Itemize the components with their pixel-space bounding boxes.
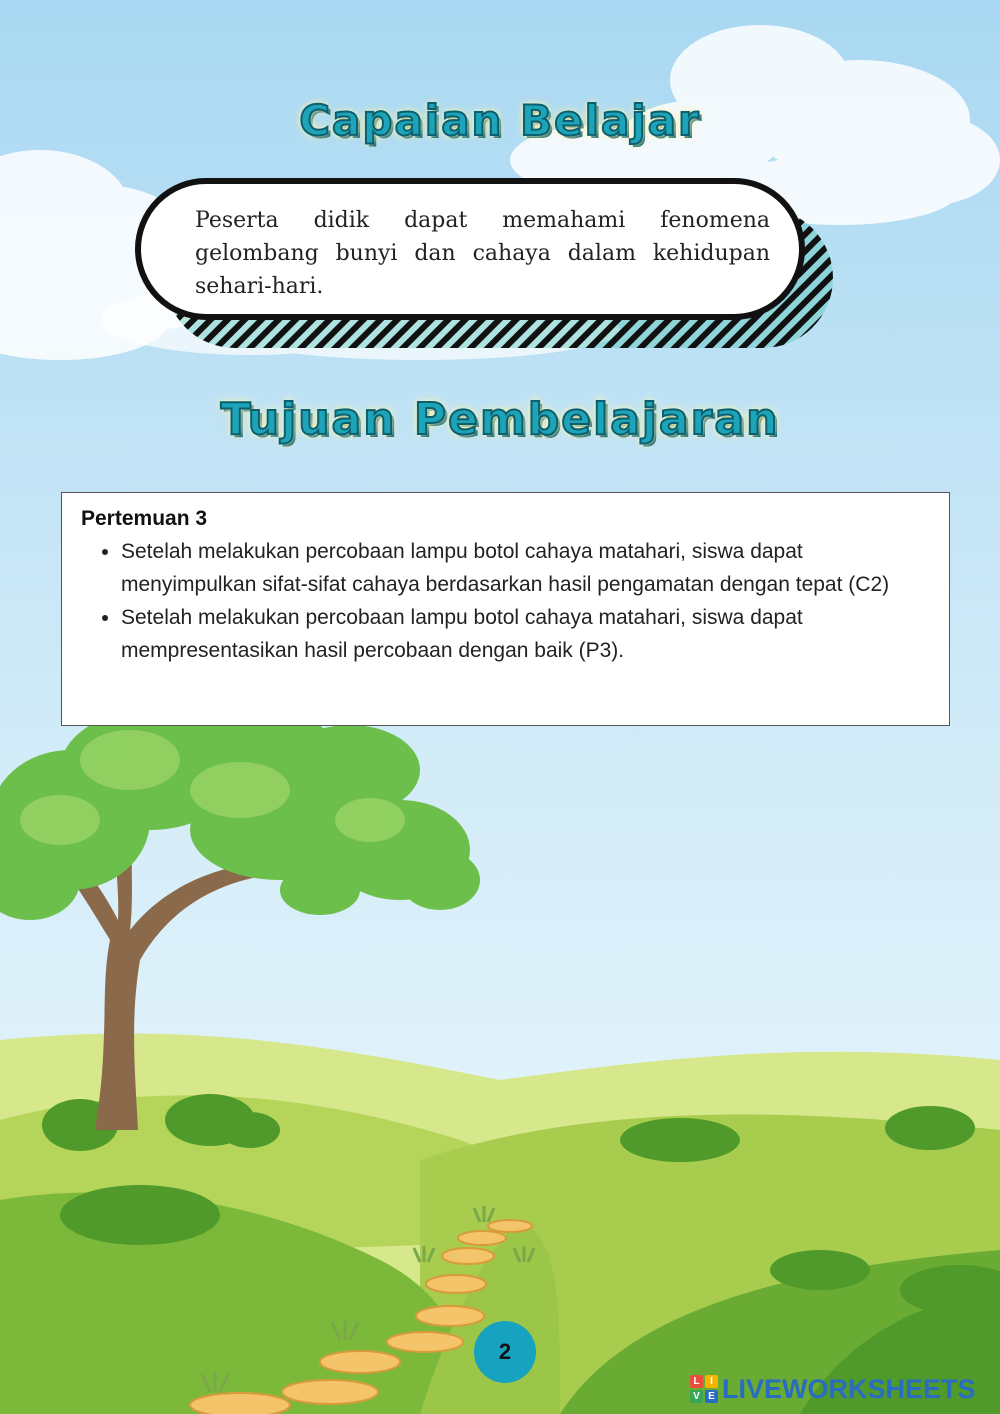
list-item: • Setelah melakukan percobaan lampu botol cahaya matahari, siswa dapat mempresentasikan hasil percobaan dengan baik (P3). (121, 601, 931, 667)
watermark-letter: V (690, 1390, 703, 1403)
watermark-logo-icon (690, 1375, 718, 1403)
watermark-letter: E (705, 1390, 718, 1403)
capaian-text: Peserta didik dapat memahami fenomena gelombang bunyi dan cahaya dalam kehidupan sehari-hari. (195, 208, 770, 299)
watermark-letter: I (705, 1375, 718, 1388)
tujuan-list (81, 535, 931, 667)
heading-tujuan-pembelajaran: Tujuan Pembelajaran (220, 394, 780, 445)
page-number: 2 (474, 1321, 536, 1383)
watermark (690, 1372, 976, 1406)
heading-capaian-belajar: Capaian Belajar (299, 96, 701, 145)
list-item: • Setelah melakukan percobaan lampu botol cahaya matahari, siswa dapat menyimpulkan sifat-sifat cahaya berdasarkan hasil pengamatan dengan tepat (C2) (121, 535, 931, 601)
watermark-text: LIVEWORKSHEETS (722, 1373, 976, 1404)
tujuan-box (61, 492, 950, 726)
pertemuan-heading: Pertemuan 3 (81, 507, 208, 530)
watermark-letter: L (690, 1375, 703, 1388)
